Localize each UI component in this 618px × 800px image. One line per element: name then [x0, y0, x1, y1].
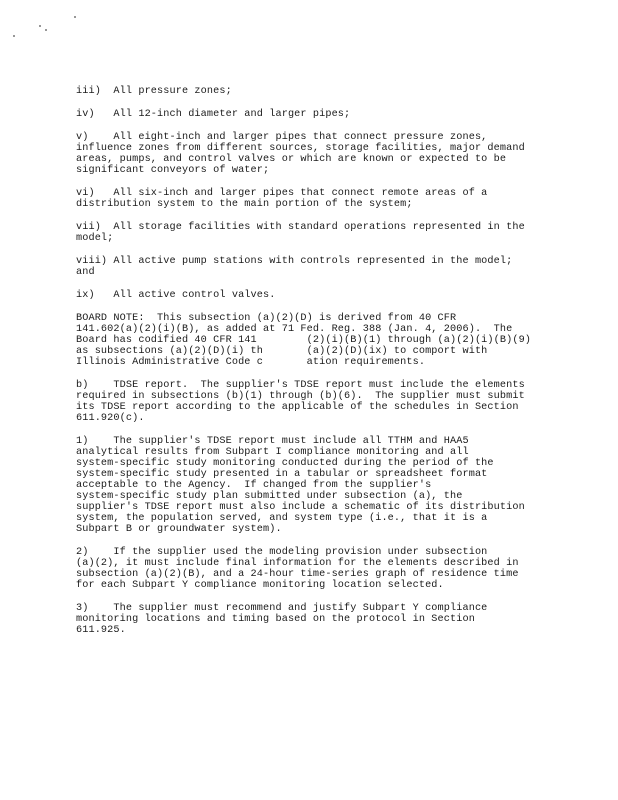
- text-line: areas, pumps, and control valves or which are known or expected to be: [76, 154, 507, 165]
- paragraph-b-tdse-report: [76, 380, 544, 424]
- text-line: 611.925.: [76, 625, 126, 636]
- text-line: system-specific study presented in a tabular or spreadsheet format: [76, 469, 488, 480]
- text-line: v) All eight-inch and larger pipes that connect pressure zones,: [76, 132, 488, 143]
- text-line: iii) All pressure zones;: [76, 86, 232, 97]
- paragraph-b3: [76, 603, 544, 636]
- paragraph-iii: [76, 86, 544, 97]
- text-line: 141.602(a)(2)(i)(B), as added at 71 Fed. Reg. 388 (Jan. 4, 2006). The: [76, 324, 513, 335]
- text-line: system, the population served, and system type (i.e., that it is a: [76, 513, 488, 524]
- text-line: viii) All active pump stations with controls represented in the model;: [76, 256, 513, 267]
- text-line: 1) The supplier's TDSE report must include all TTHM and HAA5: [76, 436, 469, 447]
- text-line: influence zones from different sources, storage facilities, major demand: [76, 143, 525, 154]
- text-line: (a)(2), it must include final information for the elements described in: [76, 558, 519, 569]
- paragraph-viii: [76, 256, 544, 278]
- text-line: Subpart B or groundwater system).: [76, 524, 282, 535]
- text-line: monitoring locations and timing based on the protocol in Section: [76, 614, 475, 625]
- text-line: as subsections (a)(2)(D)(i) th (a)(2)(D)(ix) to comport with: [76, 346, 488, 357]
- text-line: b) TDSE report. The supplier's TDSE report must include the elements: [76, 380, 525, 391]
- text-line: system-specific study monitoring conducted during the period of the: [76, 458, 494, 469]
- text-line: significant conveyors of water;: [76, 165, 270, 176]
- paragraph-iv: [76, 109, 544, 120]
- paragraph-b2: [76, 547, 544, 591]
- document-text: [76, 86, 544, 648]
- text-line: acceptable to the Agency. If changed from the supplier's: [76, 480, 432, 491]
- text-line: distribution system to the main portion of the system;: [76, 199, 413, 210]
- text-line: model;: [76, 233, 114, 244]
- text-line: iv) All 12-inch diameter and larger pipes;: [76, 109, 351, 120]
- text-line: 2) If the supplier used the modeling provision under subsection: [76, 547, 488, 558]
- text-line: and: [76, 267, 95, 278]
- paragraph-vi: [76, 188, 544, 210]
- paragraph-vii: [76, 222, 544, 244]
- text-line: BOARD NOTE: This subsection (a)(2)(D) is derived from 40 CFR: [76, 313, 457, 324]
- text-line: for each Subpart Y compliance monitoring location selected.: [76, 580, 444, 591]
- text-line: vi) All six-inch and larger pipes that connect remote areas of a: [76, 188, 488, 199]
- text-line: Illinois Administrative Code c ation requirements.: [76, 357, 426, 368]
- text-line: its TDSE report according to the applicable of the schedules in Section: [76, 402, 519, 413]
- text-line: vii) All storage facilities with standard operations represented in the: [76, 222, 525, 233]
- text-line: system-specific study plan submitted under subsection (a), the: [76, 491, 463, 502]
- text-line: supplier's TDSE report must also include a schematic of its distribution: [76, 502, 525, 513]
- text-line: analytical results from Subpart I compliance monitoring and all: [76, 447, 469, 458]
- text-line: required in subsections (b)(1) through (b)(6). The supplier must submit: [76, 391, 525, 402]
- text-line: Board has codified 40 CFR 141 (2)(i)(B)(1) through (a)(2)(i)(B)(9): [76, 335, 532, 346]
- text-line: 611.920(c).: [76, 413, 145, 424]
- text-line: 3) The supplier must recommend and justify Subpart Y compliance: [76, 603, 488, 614]
- text-line: ix) All active control valves.: [76, 290, 276, 301]
- paragraph-v: [76, 132, 544, 176]
- board-note: [76, 313, 544, 368]
- paragraph-b1: [76, 436, 544, 535]
- text-line: subsection (a)(2)(B), and a 24-hour time-series graph of residence time: [76, 569, 519, 580]
- paragraph-ix: [76, 290, 544, 301]
